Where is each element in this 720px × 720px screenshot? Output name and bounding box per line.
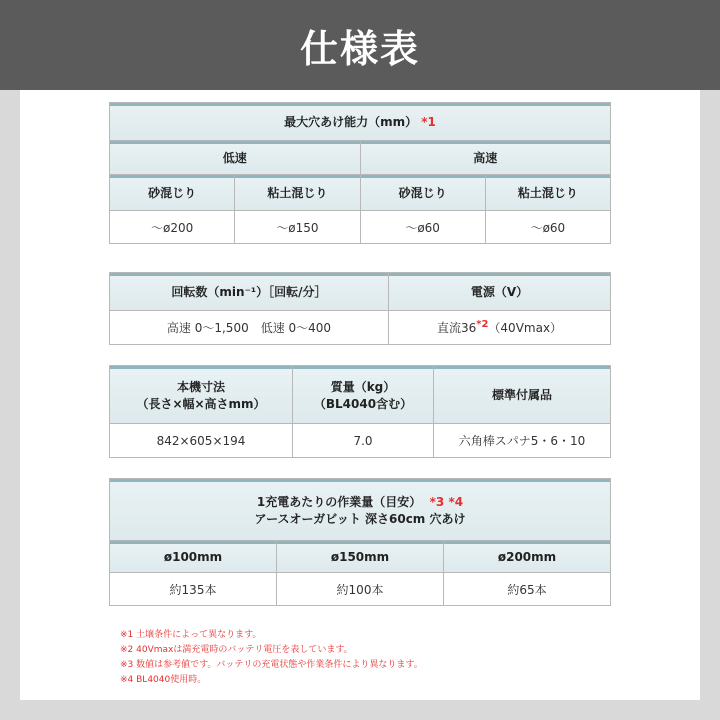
workload-table <box>109 478 611 606</box>
mass-value: 7.0 <box>293 424 434 458</box>
footnote-2: ※2 40Vmaxは満充電時のバッテリ電圧を表しています。 <box>120 645 353 655</box>
dimensions-table <box>109 365 611 458</box>
rpm-header: 回転数（min⁻¹）［回転/分］ <box>110 273 389 311</box>
diameter-150-header: ø150mm <box>277 541 444 573</box>
value-sand-low: ～ø200 <box>110 211 235 244</box>
group-low-speed: 低速 <box>110 141 361 175</box>
rpm-power-table <box>109 272 611 345</box>
note-marker-1: *1 <box>421 115 436 129</box>
count-150: 約100本 <box>277 573 444 606</box>
diameter-200-header: ø200mm <box>444 541 611 573</box>
value-clay-low: ～ø150 <box>235 211 360 244</box>
note-marker-3-4: *3 *4 <box>429 494 464 509</box>
count-200: 約65本 <box>444 573 611 606</box>
power-header: 電源（V） <box>389 273 611 311</box>
page-header <box>0 0 720 90</box>
value-clay-high: ～ø60 <box>485 211 610 244</box>
diameter-100-header: ø100mm <box>110 541 277 573</box>
subheader-sand-high: 砂混じり <box>360 175 485 211</box>
accessories-header: 標準付属品 <box>434 366 611 424</box>
dims-header: 本機寸法 （長さ×幅×高さmm） <box>110 366 293 424</box>
capacity-table <box>109 102 611 244</box>
power-value: 直流36$^{*2}$（40Vmax） <box>389 311 611 345</box>
rpm-value: 高速 0～1,500 低速 0～400 <box>110 311 389 345</box>
subheader-clay-low: 粘土混じり <box>235 175 360 211</box>
subheader-clay-high: 粘土混じり <box>485 175 610 211</box>
mass-header: 質量（kg） （BL4040含む） <box>293 366 434 424</box>
footnote-4: ※4 BL4040使用時。 <box>120 675 207 685</box>
accessories-value: 六角棒スパナ5・6・10 <box>434 424 611 458</box>
subheader-sand-low: 砂混じり <box>110 175 235 211</box>
footnote-3: ※3 数値は参考値です。バッテリの充電状態や作業条件により異なります。 <box>120 660 423 670</box>
count-100: 約135本 <box>110 573 277 606</box>
workload-title: 1充電あたりの作業量（目安） *3 *4 アースオーガビット 深さ60cm 穴あけ <box>110 479 611 541</box>
group-high-speed: 高速 <box>360 141 611 175</box>
footnote-1: ※1 土壌条件によって異なります。 <box>120 630 262 640</box>
dims-value: 842×605×194 <box>110 424 293 458</box>
spec-panel <box>20 90 700 700</box>
footnotes <box>120 628 423 688</box>
note-marker-2: *2 <box>476 319 489 330</box>
capacity-title: 最大穴あけ能力（mm） *1 <box>110 103 611 141</box>
value-sand-high: ～ø60 <box>360 211 485 244</box>
page-title: 仕様表 <box>299 26 420 71</box>
